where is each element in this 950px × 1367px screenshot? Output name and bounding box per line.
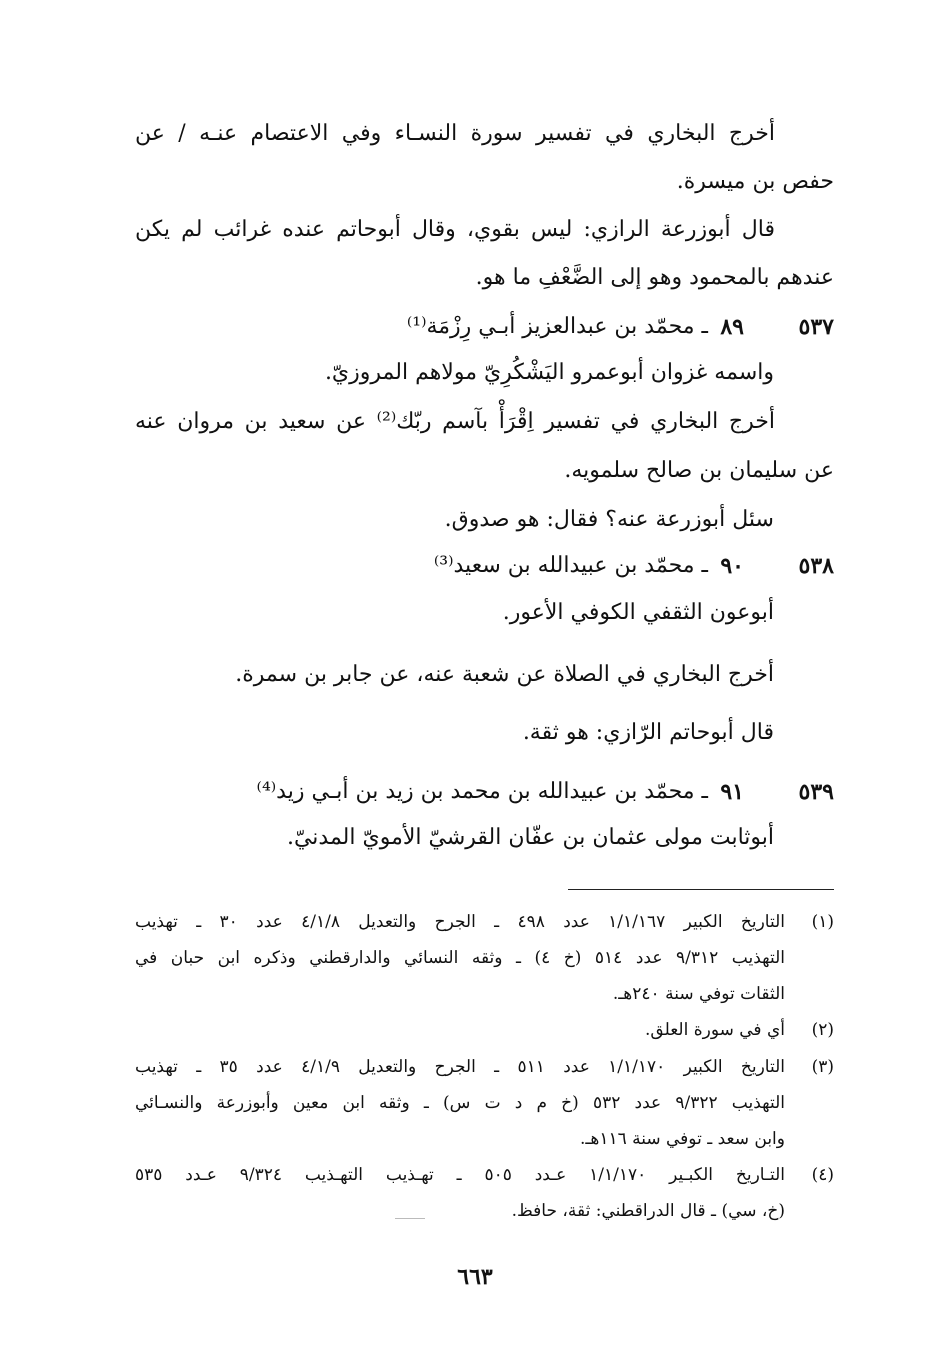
footnote-mark: (٢) <box>811 1020 834 1040</box>
body-line: سئل أبوزرعة عنه؟ فقال: هو صدوق. <box>444 507 774 532</box>
body-line: أبوعون الثقفي الكوفي الأعور. <box>502 600 774 625</box>
entry-name: ـ محمّد بن عبيدالله بن سعيد⁽³⁾ <box>433 553 708 578</box>
body-line: قال أبوحاتم الرّازي: هو ثقة. <box>522 720 774 745</box>
entry-index-number: ٩٠ <box>720 553 744 579</box>
footnote-mark: (١) <box>811 912 834 932</box>
entry-index-number: ٨٩ <box>720 314 744 340</box>
body-line: أخرج البخاري في الصلاة عن شعبة عنه، عن جابر بن سمرة. <box>235 662 774 687</box>
body-line: واسمه غزوان أبوعمرو اليَشْكُرِيّ مولاهم المروزيّ. <box>324 360 774 385</box>
body-line: قال أبوزرعة الرازي: ليس بقوي، وقال أبوحاتم عنده غرائب لم يكن <box>135 217 775 242</box>
footnote-line: التاريخ الكبير ١/١/١٦٧ عدد ٤٩٨ ـ الجرح والتعديل ٤/١/٨ عدد ٣٠ ـ تهذيب <box>135 912 785 932</box>
body-line: عن سليمان بن صالح سلمويه. <box>564 458 834 483</box>
footnote-separator <box>568 889 834 890</box>
footnote-mark: (٣) <box>811 1057 834 1077</box>
entry-global-number: ٥٣٧ <box>798 314 834 340</box>
footnote-line: التاريخ الكبير ١/١/١٧٠ عدد ٥١١ ـ الجرح والتعديل ٤/١/٩ عدد ٣٥ ـ تهذيب <box>135 1057 785 1077</box>
footnote-line: (خ، سي) ـ قال الدراقطني: ثقة، حافظ. <box>511 1201 785 1221</box>
scan-mark <box>395 1218 425 1219</box>
footnote-mark: (٤) <box>811 1165 834 1185</box>
body-line: أخرج البخاري في تفسير سورة النسـاء وفي الاعتصام عنـه / عن <box>135 121 775 146</box>
entry-index-number: ٩١ <box>720 779 744 805</box>
body-line: أخرج البخاري في تفسير اِقْرَأْ بآسم ربّك⁽²⁾ عن سعيد بن مروان عنه <box>135 409 775 434</box>
body-line: عندهم بالمحمود وهو إلى الضَّعْفِ ما هو. <box>475 265 834 290</box>
footnote-line: التهذيب ٩/٣١٢ عدد ٥١٤ (خ ٤) ـ وثقه النسائي والدارقطني وذكره ابن حبان في <box>135 948 785 968</box>
footnote-line: التـاريخ الكبـير ١/١/١٧٠ عـدد ٥٠٥ ـ تهـذيب التهـذيب ٩/٣٢٤ عـدد ٥٣٥ <box>135 1165 785 1185</box>
page-number: ٦٦٣ <box>457 1264 493 1290</box>
footnote-line: الثقات توفي سنة ٢٤٠هـ. <box>612 984 785 1004</box>
body-line: حفص بن ميسرة. <box>676 169 834 194</box>
body-line: أبوثابت مولى عثمان بن عفّان القرشيّ الأمويّ المدنيّ. <box>286 825 774 850</box>
footnote-line: أي في سورة العلق. <box>645 1020 785 1040</box>
footnote-line: التهذيب ٩/٣٢٢ عدد ٥٣٢ (خ م د ت س) ـ وثقه ابن معين وأبوزرعة والنسـائي <box>135 1093 785 1113</box>
entry-global-number: ٥٣٨ <box>798 553 834 579</box>
entry-name: ـ محمّد بن عبيدالله بن محمد بن زيد بن أبـي زيد⁽⁴⁾ <box>256 779 708 804</box>
entry-global-number: ٥٣٩ <box>798 779 834 805</box>
entry-name: ـ محمّد بن عبدالعزيز أبـي رِزْمَة⁽¹⁾ <box>406 314 708 339</box>
footnote-line: وابن سعد ـ توفي سنة ١١٦هـ. <box>579 1129 785 1149</box>
